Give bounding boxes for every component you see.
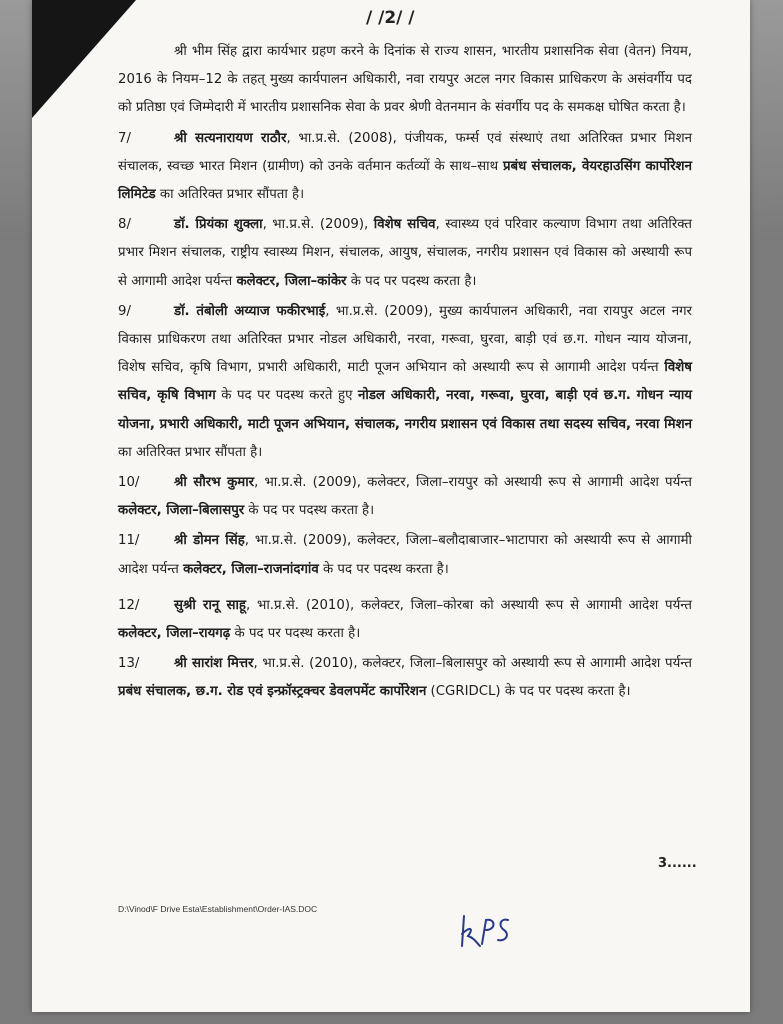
paragraph [118,527,692,583]
bold-text: प्रबंध संचालक, वेयरहाउसिंग कार्पोरेशन लिमिटेड [118,158,692,203]
document-body [118,38,692,707]
bold-text: डॉ. तंबोली अय्याज फकीरभाई [174,303,326,319]
paragraph-number: 12/ [118,597,140,613]
page-number: / /2/ / [366,8,415,28]
bold-text: कलेक्टर, जिला–बिलासपुर [118,503,245,519]
text-run: , भा.प्र.से. (2010), कलेक्टर, जिला–कोरबा को अस्थायी रूप से आगामी आदेश पर्यन्त [245,597,692,613]
text-run: के पद पर पदस्थ करता है। [230,626,361,642]
paragraph [118,38,692,123]
text-run: , भा.प्र.से. (2010), कलेक्टर, जिला–बिलासपुर को अस्थायी रूप से आगामी आदेश पर्यन्त [253,656,692,672]
paragraph [118,469,692,525]
bold-text: विशेष सचिव, कृषि विभाग [118,360,692,404]
text-run: , भा.प्र.से. (2008), पंजीयक, फर्म्स एवं संस्थाएं तथा अतिरिक्त प्रभार मिशन संचालक, स्वच्छ भारत मिशन (ग्रामीण) को उनके वर्तमान कर्तव्यों के साथ–साथ [118,130,692,174]
continuation-marker: 3...... [658,856,697,871]
paragraph-number: 9/ [118,303,131,319]
text-run: , स्वास्थ्य एवं परिवार कल्याण विभाग तथा अतिरिक्त प्रभार मिशन संचालक, राष्ट्रीय स्वास्थ्य मिशन, संचालक, आयुष, संचालक, नगरीय प्रशासन एवं विकास को अस्थायी रूप से आगामी आदेश पर्यन्त [118,217,692,289]
paragraph-number: 13/ [118,656,140,672]
text-run: का अतिरिक्त प्रभार सौंपता है। [118,444,263,460]
text-run: (CGRIDCL) के पद पर पदस्थ करता है। [426,684,631,700]
paragraph [118,211,692,296]
paragraph-number: 7/ [118,130,131,146]
paragraph-text [118,475,692,518]
paragraph-text [118,304,692,460]
bold-text: डॉ. प्रियंका शुक्ला [174,217,263,233]
paragraph [118,592,692,648]
text-run: के पद पर पदस्थ करता है। [318,561,449,577]
bold-text: कलेक्टर, जिला–राजनांदगांव [183,561,319,577]
paragraph-text [118,217,692,288]
file-path: D:\Vinod\F Drive Esta\Establishment\Order-IAS.DOC [118,904,318,914]
text-run: , भा.प्र.से. (2009), मुख्य कार्यपालन अधिकारी, नवा रायपुर अटल नगर विकास प्राधिकरण तथा अतिरिक्त प्रभार नोडल अधिकारी, नरवा, गरूवा, घुरवा, बाड़ी एवं छ.ग. गोधन न्याय योजना, विशेष सचिव, कृषि विभाग, प्रभारी अधिकारी, माटी पूजन अभियान को अस्थायी रूप से आगामी आदेश पर्यन्त [118,303,692,376]
text-run: श्री भीम सिंह द्वारा कार्यभार ग्रहण करने के दिनांक से राज्य शासन, भारतीय प्रशासनिक सेवा (वेतन) नियम, 2016 के नियम–12 के तहत् मुख्य कार्यपालन अधिकारी, नवा रायपुर अटल नगर विकास प्राधिकरण के असंवर्गीय पद को प्रतिष्ठा एवं जिम्मेदारी में भारतीय प्रशासनिक सेवा के प्रवर श्रेणी वेतनमान के संवर्गीय पद के समकक्ष घोषित करता है। [118,44,692,116]
text-run: के पद पर पदस्थ करते हुए [215,388,358,404]
paragraph-number: 10/ [118,475,140,491]
paragraph-number: 8/ [118,217,131,233]
dark-corner [32,0,136,118]
bold-text: सुश्री रानू साहू [174,597,246,613]
bold-text: श्री सत्यनारायण राठौर [174,130,287,146]
bold-text: कलेक्टर, जिला–रायगढ़ [118,626,231,642]
bold-text: विशेष सचिव [373,217,436,233]
bold-text: नोडल अधिकारी, नरवा, गरूवा, घुरवा, बाड़ी एवं छ.ग. गोधन न्याय योजना, प्रभारी अधिकारी, माटी पूजन अभियान, संचालक, नगरीय प्रशासन एवं विकास तथा सदस्य सचिव, नरवा मिशन [118,388,692,432]
paragraph-text [118,44,692,115]
bold-text: श्री डोमन सिंह [174,533,245,549]
bold-text: श्री सौरभ कुमार [174,475,255,491]
text-run: के पद पर पदस्थ करता है। [346,273,477,289]
paragraph [118,125,692,210]
bold-text: प्रबंध संचालक, छ.ग. रोड एवं इन्फ्रॉस्ट्रक्चर डेवलपमेंट कार्पोरेशन [118,684,427,700]
text-run: , भा.प्र.से. (2009), कलेक्टर, जिला–रायपुर को अस्थायी रूप से आगामी आदेश पर्यन्त [254,475,692,491]
text-run: का अतिरिक्त प्रभार सौंपता है। [155,187,305,203]
text-run: , भा.प्र.से. (2009), कलेक्टर, जिला–बलौदाबाजार–भाटापारा को अस्थायी रूप से आगामी आदेश पर्यन्त [118,533,693,577]
bold-text: कलेक्टर, जिला–कांकेर [236,273,347,289]
paragraph-text [118,656,692,699]
paragraph-text [118,533,692,576]
paragraph-text [118,598,692,641]
paragraph [118,298,692,467]
bold-text: श्री सारांश मित्तर [174,656,254,672]
document-page [32,0,750,1012]
signature-icon [456,906,516,954]
text-run: , भा.प्र.से. (2009), [262,217,374,233]
paragraph [118,650,692,706]
paragraph-text [118,131,692,202]
paragraph-number: 11/ [118,533,140,549]
text-run: के पद पर पदस्थ करता है। [244,503,375,519]
